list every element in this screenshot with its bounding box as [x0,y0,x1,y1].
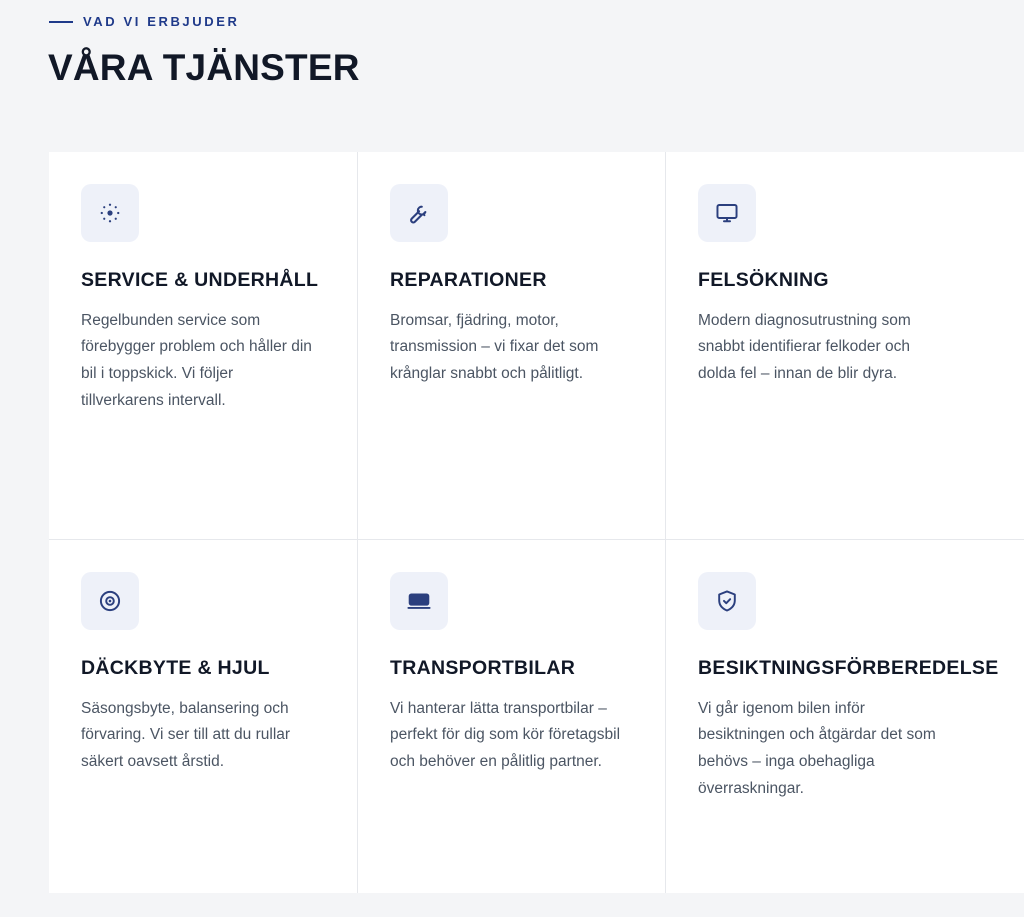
service-card-title: BESIKTNINGSFÖRBEREDELSE [698,657,999,679]
service-card-description: Regelbunden service som förebygger problem och håller din bil i toppskick. Vi följer tillverkarens intervall. [81,311,312,409]
service-card-transportbilar[interactable] [358,540,666,893]
service-card-description: Säsongsbyte, balansering och förvaring. Vi ser till att du rullar säkert oavsett årstid. [81,699,291,771]
service-card-title: SERVICE & UNDERHÅLL [81,269,319,291]
wrench-icon [390,184,448,242]
service-card-description: Bromsar, fjädring, motor, transmission – vi fixar det som krånglar snabbt och pålitligt. [390,311,599,383]
service-card-description: Vi hanterar lätta transportbilar – perfekt för dig som kör företagsbil och behöver en pålitlig partner. [390,699,621,771]
monitor-icon [698,184,756,242]
service-card-dackbyte-hjul[interactable] [49,540,358,893]
service-card-title: TRANSPORTBILAR [390,657,576,679]
section-eyebrow [49,14,240,29]
service-card-felsokning[interactable] [666,152,1024,540]
service-card-title: FELSÖKNING [698,269,829,291]
service-card-title: DÄCKBYTE & HJUL [81,657,270,679]
service-card-description: Modern diagnosutrustning som snabbt identifierar felkoder och dolda fel – innan de blir dyra. [698,311,911,383]
service-card-service-underhall[interactable] [49,152,358,540]
eyebrow-label: VAD VI ERBJUDER [83,14,240,29]
service-card-reparationer[interactable] [358,152,666,540]
shield-check-icon [698,572,756,630]
service-card-description: Vi går igenom bilen inför besiktningen och åtgärdar det som behövs – inga obehagliga överraskningar. [698,699,936,797]
service-card-title: REPARATIONER [390,269,547,291]
services-grid [49,152,1024,893]
page-title: VÅRA TJÄNSTER [48,47,360,88]
van-icon [390,572,448,630]
service-card-besiktningsforberedelse[interactable] [666,540,1024,893]
eyebrow-dash-icon [49,21,73,23]
sun-service-icon [81,184,139,242]
wheel-target-icon [81,572,139,630]
